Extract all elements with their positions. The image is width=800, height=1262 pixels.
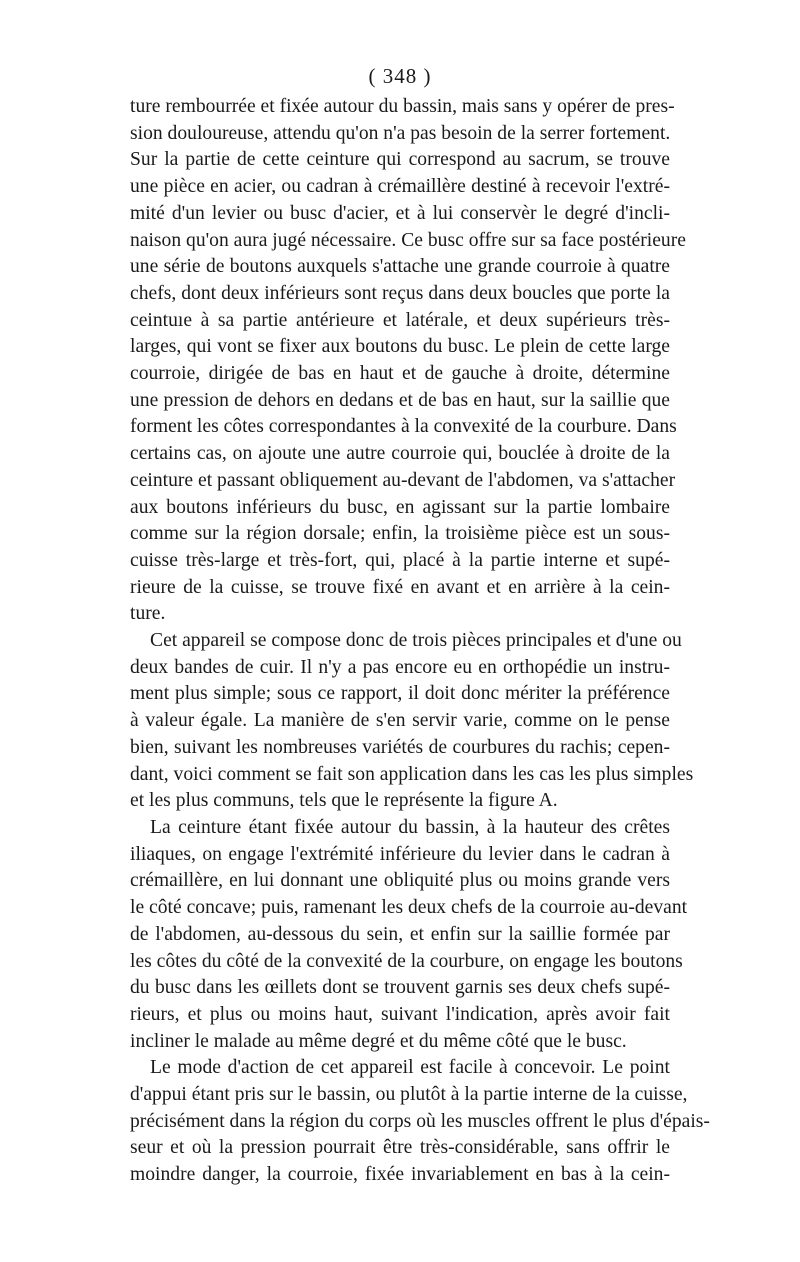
page-number: ( 348 ) [368,64,432,88]
paragraph [130,94,686,628]
text-line: une pièce en acier, ou cadran à crémaillère destiné à recevoir l'extré- [130,176,670,198]
text-line: une série de boutons auxquels s'attache une grande courroie à quatre [130,256,670,278]
text-line: à valeur égale. La manière de s'en servir varie, comme on le pense [130,710,670,732]
text-line: rieure de la cuisse, se trouve fixé en avant et en arrière à la cein- [130,576,670,598]
text-line: sion douloureuse, attendu qu'on n'a pas besoin de la serrer fortement. [130,122,671,144]
text-line: d'appui étant pris sur le bassin, ou plutôt à la partie interne de la cuisse, [130,1084,688,1106]
text-line: naison qu'on aura jugé nécessaire. Ce busc offre sur sa face postérieure [130,229,686,251]
text-line: les côtes du côté de la convexité de la courbure, on engage les boutons [130,950,683,972]
text-line: larges, qui vont se fixer aux boutons du busc. Le plein de cette large [130,336,670,358]
paragraph [130,628,694,815]
text-line: Sur la partie de cette ceinture qui correspond au sacrum, se trouve [130,149,670,171]
text-line: le côté concave; puis, ramenant les deux chefs de la courroie au-devant [130,897,688,919]
text-line: bien, suivant les nombreuses variétés de courbures du rachis; cepen- [130,736,670,758]
text-line: ment plus simple; sous ce rapport, il doit donc mériter la préférence [130,683,670,705]
text-line: La ceinture étant fixée autour du bassin, à la hauteur des crêtes [150,816,670,838]
paragraph [130,1055,710,1189]
text-line: ture rembourrée et fixée autour du bassin, mais sans y opérer de pres- [130,96,675,117]
text-line: précisément dans la région du corps où les muscles offrent le plus d'épais- [130,1110,710,1132]
text-line: et les plus communs, tels que le représente la figure A. [130,790,558,812]
text-line: ceinture et passant obliquement au-devant de l'abdomen, va s'attacher [130,469,676,491]
text-line: crémaillère, en lui donnant une obliquité plus ou moins grande vers [130,870,670,892]
text-line: Cet appareil se compose donc de trois pièces principales et d'une ou [150,630,682,652]
text-line: ceintuıe à sa partie antérieure et latérale, et deux supérieurs très- [130,309,670,331]
text-line: de l'abdomen, au-dessous du sein, et enfin sur la saillie formée par [130,923,670,945]
text-line: dant, voici comment se fait son application dans les cas les plus simples [130,763,694,785]
paragraph [130,815,688,1055]
text-line: une pression de dehors en dedans et de bas en haut, sur la saillie que [130,389,670,411]
text-line: moindre danger, la courroie, fixée invariablement en bas à la cein- [130,1164,670,1186]
text-line: mité d'un levier ou busc d'acier, et à lui conservèr le degré d'incli- [130,202,670,224]
text-line: iliaques, on engage l'extrémité inférieure du levier dans le cadran à [130,843,670,865]
text-line: chefs, dont deux inférieurs sont reçus dans deux boucles que porte la [130,282,670,304]
text-line: forment les côtes correspondantes à la convexité de la courbure. Dans [130,416,677,438]
text-line: incliner le malade au même degré et du même côté que le busc. [130,1030,627,1052]
text-line: du busc dans les œillets dont se trouvent garnis ses deux chefs supé- [130,977,670,999]
text-line: cuisse très-large et très-fort, qui, placé à la partie interne et supé- [130,549,670,571]
text-line: seur et où la pression pourrait être très-considérable, sans offrir le [130,1137,670,1159]
text-line: rieurs, et plus ou moins haut, suivant l'indication, après avoir fait [130,1003,670,1025]
text-line: deux bandes de cuir. Il n'y a pas encore eu en orthopédie un instru- [130,656,670,678]
text-line: ture. [130,603,166,625]
text-line: certains cas, on ajoute une autre courroie qui, bouclée à droite de la [130,443,670,465]
text-line: comme sur la région dorsale; enfin, la troisième pièce est un sous- [130,523,670,545]
body-text [130,94,710,1189]
text-line: aux boutons inférieurs du busc, en agissant sur la partie lombaire [130,496,670,518]
text-line: courroie, dirigée de bas en haut et de gauche à droite, détermine [130,363,670,385]
text-line: Le mode d'action de cet appareil est facile à concevoir. Le point [150,1057,670,1079]
